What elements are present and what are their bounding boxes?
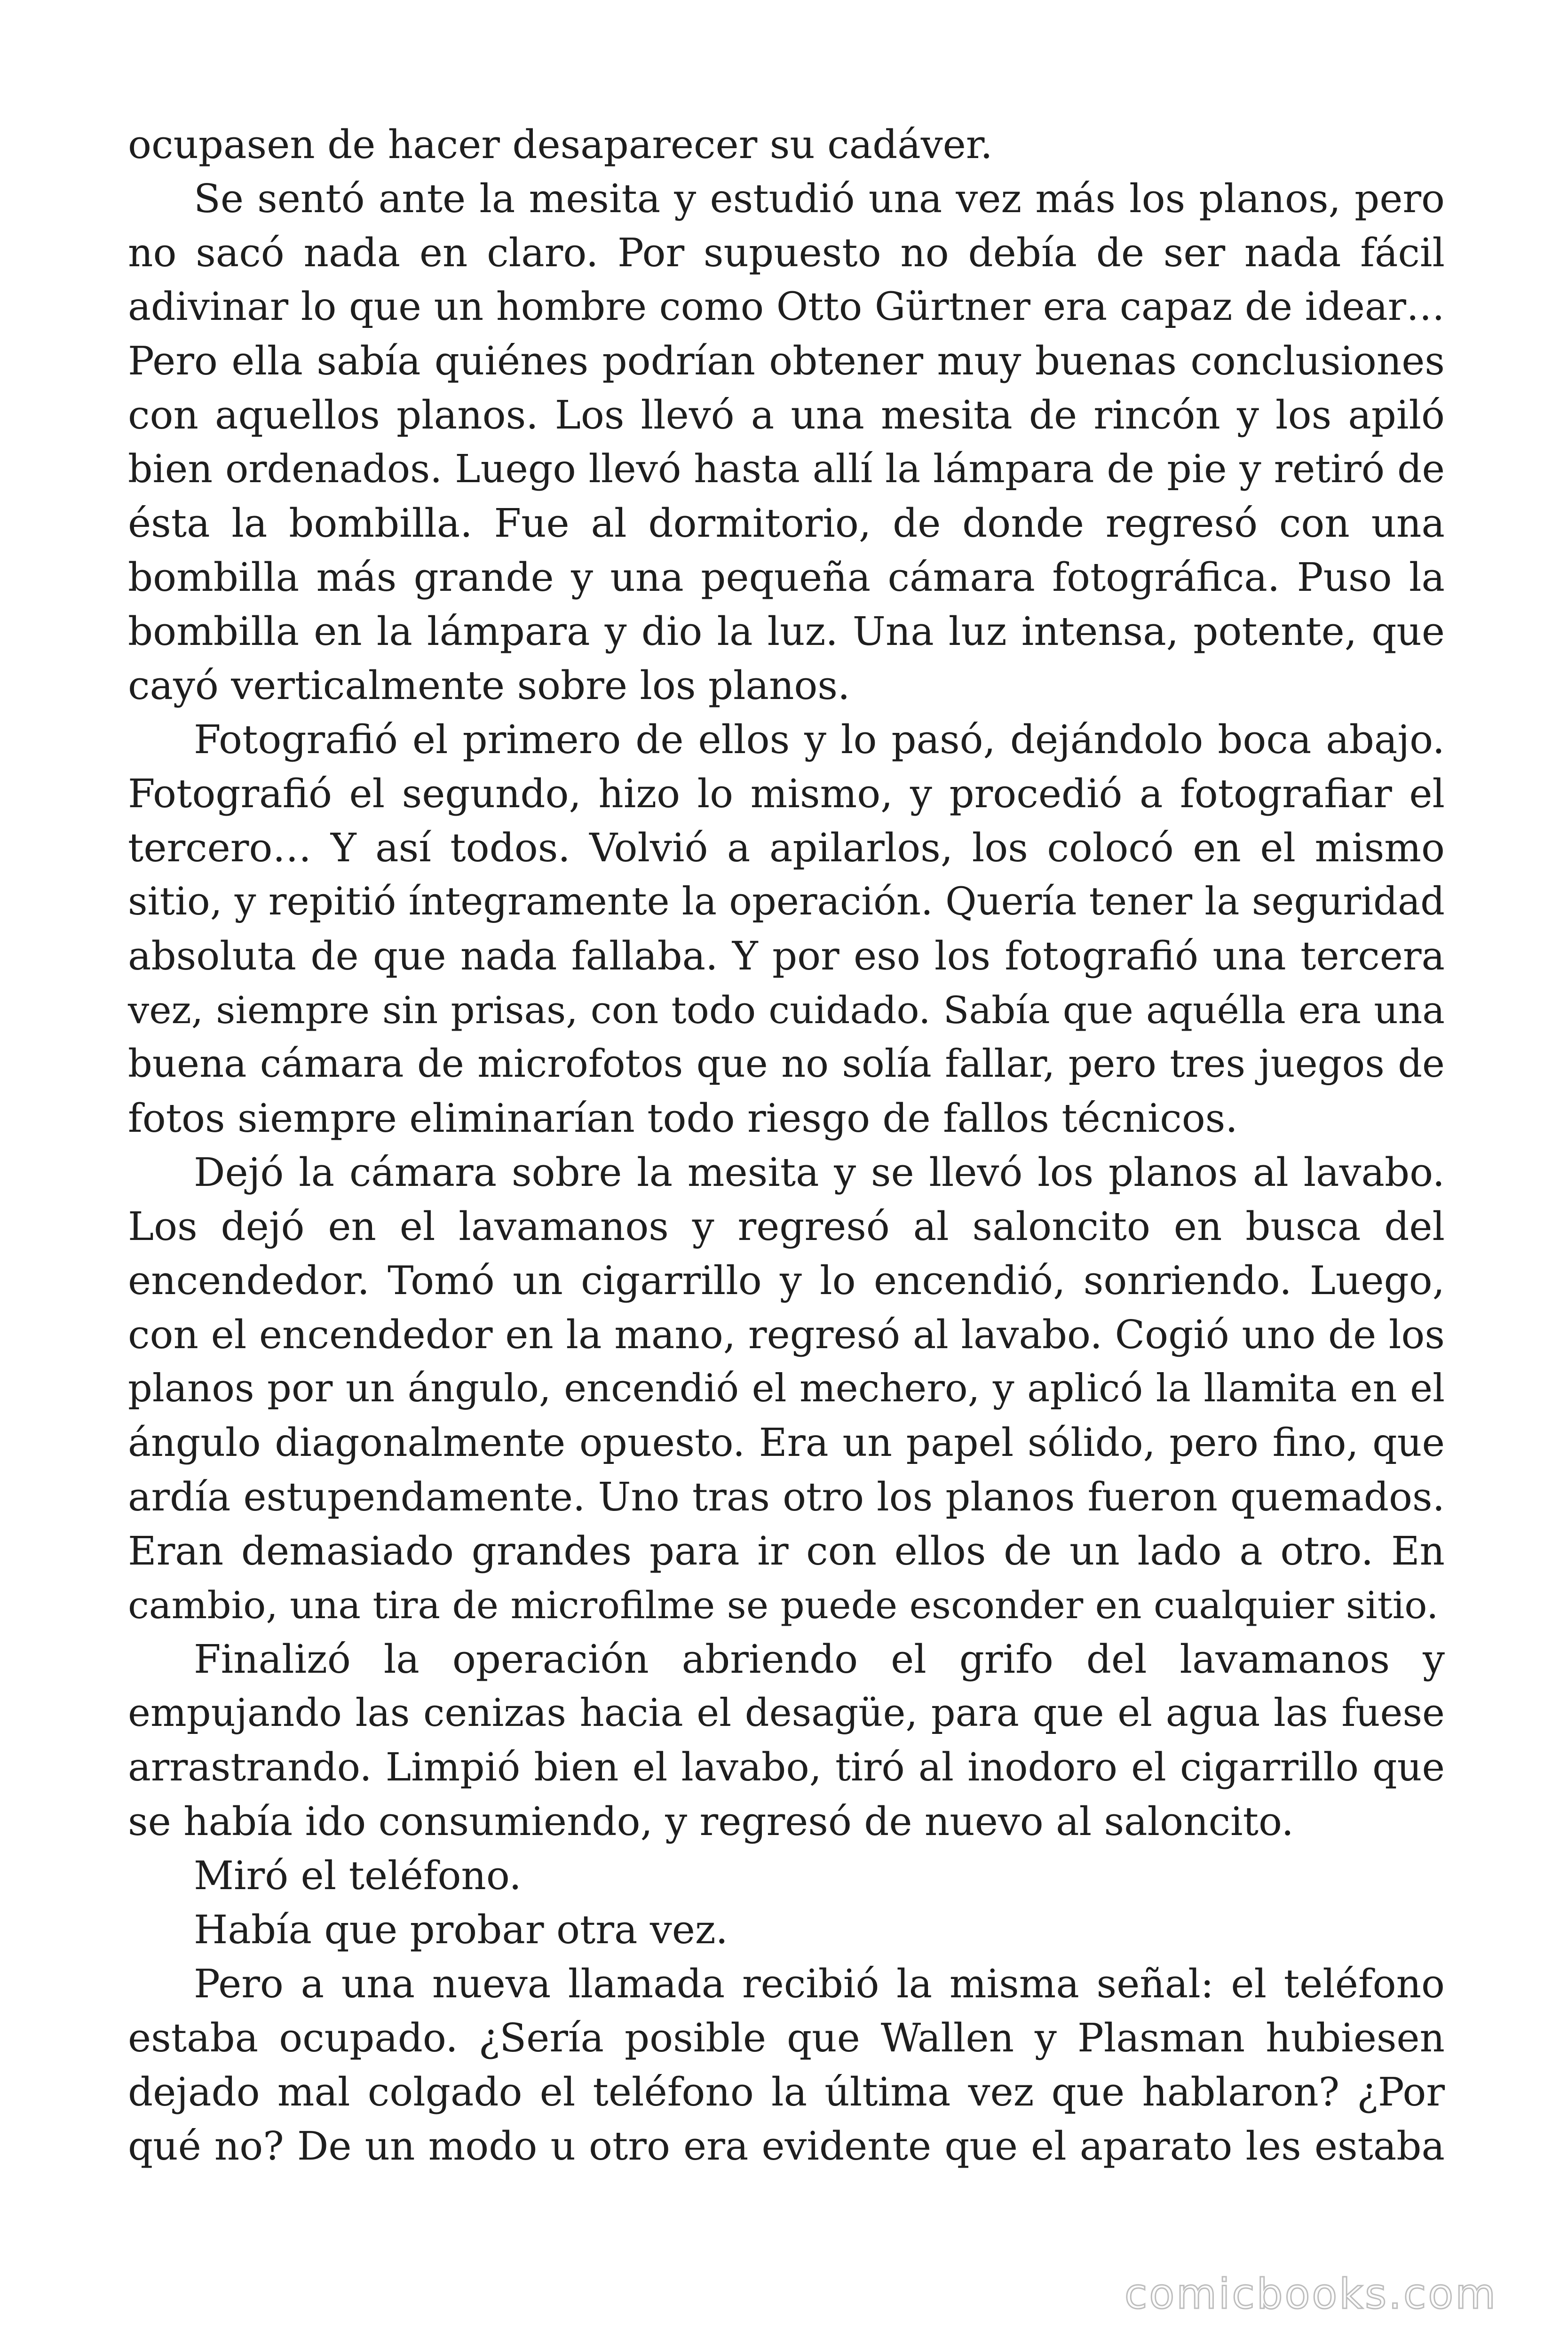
text-line: Finalizó la operación abriendo el grifo del lavamanos y (194, 1637, 1445, 1682)
text-line: Pero ella sabía quiénes podrían obtener muy buenas conclusiones (128, 338, 1445, 384)
text-line: cambio, una tira de microfilme se puede esconder en cualquier sitio. (128, 1583, 1439, 1627)
text-line: qué no? De un modo u otro era evidente que el aparato les estaba (128, 2123, 1445, 2169)
text-line: empujando las cenizas hacia el desagüe, para que el agua las fuese (128, 1691, 1445, 1735)
text-line: se había ido consumiendo, y regresó de nuevo al saloncito. (128, 1799, 1294, 1844)
text-line: cayó verticalmente sobre los planos. (128, 663, 850, 708)
text-line: Miró el teléfono. (194, 1853, 522, 1899)
text-line: absoluta de que nada fallaba. Y por eso los fotografió una tercera (128, 933, 1445, 979)
text-line: ésta la bombilla. Fue al dormitorio, de donde regresó con una (128, 501, 1445, 546)
text-line: Fotografió el segundo, hizo lo mismo, y procedió a fotografiar el (128, 771, 1445, 817)
text-line: sitio, y repitió íntegramente la operación. Quería tener la seguridad (128, 880, 1445, 924)
text-line: bombilla más grande y una pequeña cámara fotográfica. Puso la (128, 555, 1445, 600)
text-line: bien ordenados. Luego llevó hasta allí la lámpara de pie y retiró de (128, 447, 1445, 492)
text-line: Pero a una nueva llamada recibió la misma señal: el teléfono (194, 1961, 1445, 2007)
text-line: con aquellos planos. Los llevó a una mesita de rincón y los apiló (128, 392, 1445, 438)
text-line: Eran demasiado grandes para ir con ellos de un lado a otro. En (128, 1528, 1445, 1574)
book-page-text (128, 118, 1445, 2173)
text-line: arrastrando. Limpió bien el lavabo, tiró al inodoro el cigarrillo que (128, 1745, 1445, 1790)
text-line: con el encendedor en la mano, regresó al lavabo. Cogió uno de los (128, 1312, 1445, 1358)
text-line: Fotografió el primero de ellos y lo pasó, dejándolo boca abajo. (194, 717, 1445, 763)
watermark: comicbooks.com (1124, 2270, 1497, 2318)
text-line: fotos siempre eliminarían todo riesgo de fallos técnicos. (128, 1096, 1238, 1141)
text-line: no sacó nada en claro. Por supuesto no debía de ser nada fácil (128, 230, 1445, 276)
text-line: Había que probar otra vez. (194, 1907, 728, 1953)
text-line: encendedor. Tomó un cigarrillo y lo encendió, sonriendo. Luego, (128, 1258, 1445, 1303)
text-line: Dejó la cámara sobre la mesita y se llevó los planos al lavabo. (194, 1150, 1445, 1195)
text-line: ángulo diagonalmente opuesto. Era un papel sólido, pero fino, que (128, 1421, 1445, 1465)
text-line: dejado mal colgado el teléfono la última vez que hablaron? ¿Por (128, 2069, 1445, 2115)
text-line: tercero… Y así todos. Volvió a apilarlos, los colocó en el mismo (128, 825, 1445, 871)
text-line: vez, siempre sin prisas, con todo cuidado. Sabía que aquélla era una (128, 988, 1445, 1032)
text-line: estaba ocupado. ¿Sería posible que Wallen y Plasman hubiesen (128, 2015, 1445, 2061)
text-line: ardía estupendamente. Uno tras otro los planos fueron quemados. (128, 1474, 1445, 1520)
text-line: ocupasen de hacer desaparecer su cadáver. (128, 122, 993, 167)
text-line: adivinar lo que un hombre como Otto Gürtner era capaz de idear… (128, 285, 1445, 329)
text-line: planos por un ángulo, encendió el mechero, y aplicó la llamita en el (128, 1367, 1445, 1411)
text-line: Se sentó ante la mesita y estudió una vez más los planos, pero (194, 176, 1445, 222)
text-line: bombilla en la lámpara y dio la luz. Una luz intensa, potente, que (128, 609, 1445, 654)
text-line: Los dejó en el lavamanos y regresó al saloncito en busca del (128, 1204, 1445, 1249)
text-line: buena cámara de microfotos que no solía fallar, pero tres juegos de (128, 1042, 1445, 1086)
